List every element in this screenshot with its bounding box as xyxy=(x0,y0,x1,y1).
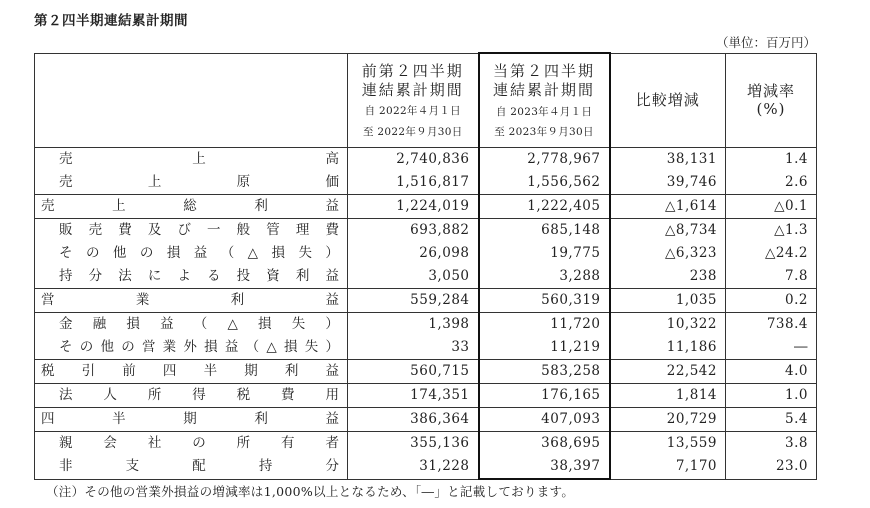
label-char: 支 xyxy=(125,458,140,475)
label-char: 期 xyxy=(183,411,197,427)
label-char: 利 xyxy=(295,268,310,284)
label-char: 営 xyxy=(41,292,55,308)
table-row xyxy=(35,336,817,360)
header-curr-period xyxy=(479,53,610,148)
label-char: ） xyxy=(325,245,339,261)
label-char: 上 xyxy=(192,151,206,167)
income-statement-table xyxy=(34,52,817,480)
rate-value: 23.0 xyxy=(726,455,817,479)
label-char: 所 xyxy=(236,435,251,451)
rate-value: 2.6 xyxy=(726,171,817,195)
footnote: （注）その他の営業外損益の増減率は1,000%以上となるため、「―」と記載しております。 xyxy=(46,484,575,499)
row-label xyxy=(35,289,348,313)
label-char: 及 xyxy=(147,222,162,238)
row-label xyxy=(35,408,348,432)
label-char: 得 xyxy=(192,387,206,403)
label-char: 費 xyxy=(325,222,339,238)
label-char: 四 xyxy=(41,411,55,427)
prev-value: 26,098 xyxy=(348,242,479,265)
curr-value: 685,148 xyxy=(479,219,610,243)
rate-value: 3.8 xyxy=(726,432,817,456)
curr-value: 1,556,562 xyxy=(479,171,610,195)
label-char: 損 xyxy=(126,316,140,332)
label-char: び xyxy=(177,222,191,238)
label-char: 営 xyxy=(141,339,156,355)
rate-value: 0.2 xyxy=(726,289,817,313)
label-char: 売 xyxy=(41,198,55,214)
header-rate-line1: 増減率 xyxy=(746,81,795,100)
change-value: 1,035 xyxy=(610,289,726,313)
label-char: 半 xyxy=(203,363,218,379)
label-char: 半 xyxy=(112,411,126,427)
change-value: △1,614 xyxy=(610,195,726,219)
prev-value: 1,516,817 xyxy=(348,171,479,195)
rate-value: 1.0 xyxy=(726,384,817,408)
label-char: （ xyxy=(220,245,235,261)
section-title: 第２四半期連結累計期間 xyxy=(34,13,188,29)
prev-value: 174,351 xyxy=(348,384,479,408)
curr-value: 1,222,405 xyxy=(479,195,610,219)
label-char: 所 xyxy=(147,387,162,403)
label-char: 税 xyxy=(41,363,55,379)
label-char: 分 xyxy=(88,268,103,284)
label-char: 外 xyxy=(183,339,197,355)
rate-value: △24.2 xyxy=(726,242,817,265)
label-char: 利 xyxy=(254,411,268,427)
prev-value: 31,228 xyxy=(348,455,479,479)
label-char: △ xyxy=(266,339,277,355)
prev-value: 2,740,836 xyxy=(348,148,479,172)
table-row xyxy=(35,242,817,265)
prev-value: 560,715 xyxy=(348,360,479,384)
change-value: 11,186 xyxy=(610,336,726,360)
table-row xyxy=(35,148,817,172)
label-char: 般 xyxy=(236,222,251,238)
table-row xyxy=(35,195,817,219)
label-char: ） xyxy=(325,316,339,332)
change-value: 20,729 xyxy=(610,408,726,432)
prev-value: 693,882 xyxy=(348,219,479,243)
header-prev-line2: 連結累計期間 xyxy=(361,80,464,99)
prev-value: 3,050 xyxy=(348,265,479,289)
curr-value: 583,258 xyxy=(479,360,610,384)
label-char: 資 xyxy=(266,268,280,284)
label-char: 利 xyxy=(284,363,299,379)
label-char: 融 xyxy=(92,316,107,332)
row-label xyxy=(35,195,348,219)
label-char: 価 xyxy=(325,174,339,190)
label-char: そ xyxy=(59,339,73,355)
label-char: 前 xyxy=(122,363,136,379)
label-char: 損 xyxy=(166,245,181,261)
label-char: の xyxy=(192,435,206,451)
prev-value: 1,398 xyxy=(348,313,479,337)
rate-value: ― xyxy=(726,336,817,360)
table-row xyxy=(35,171,817,195)
curr-value: 560,319 xyxy=(479,289,610,313)
label-char: 失 xyxy=(291,316,306,332)
row-label xyxy=(35,265,348,289)
label-char: 有 xyxy=(281,435,295,451)
label-char: 期 xyxy=(244,363,258,379)
rate-value: △0.1 xyxy=(726,195,817,219)
label-char: 益 xyxy=(325,292,339,308)
label-char: 損 xyxy=(283,339,298,355)
label-char: 総 xyxy=(183,198,197,214)
label-char: 損 xyxy=(258,316,272,332)
label-char: 高 xyxy=(325,151,339,167)
label-char: そ xyxy=(59,245,73,261)
change-value: 22,542 xyxy=(610,360,726,384)
row-label xyxy=(35,384,348,408)
header-prev-line1: 前第２四半期 xyxy=(361,61,464,80)
label-char: よ xyxy=(177,268,191,284)
curr-value: 11,720 xyxy=(479,313,610,337)
label-char: 理 xyxy=(295,222,310,238)
header-curr-line2: 連結累計期間 xyxy=(492,80,595,99)
label-char: 業 xyxy=(135,292,150,308)
change-value: 39,746 xyxy=(610,171,726,195)
label-char: 法 xyxy=(59,387,73,403)
label-char: ） xyxy=(325,339,339,355)
rate-value: 5.4 xyxy=(726,408,817,432)
label-char: 引 xyxy=(81,363,96,379)
table-row xyxy=(35,408,817,432)
curr-value: 2,778,967 xyxy=(479,148,610,172)
row-label xyxy=(35,242,348,265)
change-value: 238 xyxy=(610,265,726,289)
rate-value: △1.3 xyxy=(726,219,817,243)
rate-value: 738.4 xyxy=(726,313,817,337)
table-row xyxy=(35,360,817,384)
label-char: 金 xyxy=(59,316,73,332)
change-value: 10,322 xyxy=(610,313,726,337)
label-char: の xyxy=(79,339,94,355)
curr-value: 19,775 xyxy=(479,242,610,265)
label-char: 配 xyxy=(192,458,206,475)
label-char: 失 xyxy=(304,339,319,355)
row-label xyxy=(35,432,348,456)
header-prev-to: 至 2022年９月30日 xyxy=(362,125,463,138)
prev-value: 355,136 xyxy=(348,432,479,456)
label-char: の xyxy=(85,245,100,261)
label-char: 税 xyxy=(236,387,251,403)
label-char: △ xyxy=(247,245,259,261)
label-char: 益 xyxy=(224,339,239,355)
header-change-label: 比較増減 xyxy=(635,90,700,109)
label-char: 損 xyxy=(271,245,286,261)
label-char: 法 xyxy=(118,268,132,284)
label-char: △ xyxy=(227,316,238,332)
label-char: 原 xyxy=(236,174,251,190)
label-char: 益 xyxy=(325,198,339,214)
label-char: （ xyxy=(245,339,260,355)
curr-value: 11,219 xyxy=(479,336,610,360)
table-row xyxy=(35,455,817,479)
label-char: 利 xyxy=(230,292,245,308)
label-char: の xyxy=(139,245,154,261)
label-char: 費 xyxy=(281,387,295,403)
label-char: 益 xyxy=(325,363,339,379)
table-row xyxy=(35,265,817,289)
label-char: 者 xyxy=(325,435,339,451)
label-char: 四 xyxy=(162,363,177,379)
label-char: 益 xyxy=(160,316,174,332)
label-char: 売 xyxy=(59,151,73,167)
row-label xyxy=(35,360,348,384)
label-char: る xyxy=(207,268,221,284)
label-char: 親 xyxy=(59,435,73,451)
label-char: 持 xyxy=(59,268,73,284)
label-char: 投 xyxy=(236,268,251,284)
label-char: （ xyxy=(193,316,208,332)
curr-value: 38,397 xyxy=(479,455,610,479)
label-char: 人 xyxy=(103,387,117,403)
label-char: に xyxy=(147,268,162,284)
curr-value: 407,093 xyxy=(479,408,610,432)
row-label xyxy=(35,313,348,337)
curr-value: 368,695 xyxy=(479,432,610,456)
header-rate-line2: (%) xyxy=(756,100,786,119)
curr-value: 3,288 xyxy=(479,265,610,289)
label-char: 他 xyxy=(100,339,114,355)
row-label xyxy=(35,336,348,360)
header-prev-from: 自 2022年４月１日 xyxy=(364,105,461,118)
header-blank xyxy=(35,53,348,148)
label-char: 売 xyxy=(59,174,73,190)
label-char: 販 xyxy=(59,222,73,238)
header-prev-period xyxy=(348,53,479,148)
label-char: 益 xyxy=(193,245,208,261)
label-char: 一 xyxy=(207,222,221,238)
table-header-row xyxy=(35,53,817,148)
label-char: 損 xyxy=(204,339,218,355)
label-char: 社 xyxy=(147,435,162,451)
rate-value: 1.4 xyxy=(726,148,817,172)
curr-value: 176,165 xyxy=(479,384,610,408)
label-char: 非 xyxy=(59,458,73,475)
label-char: 失 xyxy=(298,245,312,261)
label-char: 益 xyxy=(325,411,339,427)
label-char: 用 xyxy=(325,387,339,403)
header-curr-line1: 当第２四半期 xyxy=(492,62,595,81)
label-char: 他 xyxy=(112,245,127,261)
label-char: 売 xyxy=(88,222,103,238)
header-curr-from: 自 2023年４月１日 xyxy=(495,105,593,118)
label-char: 上 xyxy=(147,174,162,190)
label-char: 上 xyxy=(112,198,126,214)
row-label xyxy=(35,219,348,243)
label-char: 利 xyxy=(254,198,268,214)
change-value: 7,170 xyxy=(610,455,726,479)
change-value: △6,323 xyxy=(610,242,726,265)
label-char: 管 xyxy=(266,222,280,238)
header-change xyxy=(610,53,726,148)
label-char: 分 xyxy=(325,458,339,475)
unit-label: （単位：百万円） xyxy=(715,35,816,50)
prev-value: 559,284 xyxy=(348,289,479,313)
label-char: の xyxy=(121,339,135,355)
row-label xyxy=(35,148,348,172)
table-row xyxy=(35,219,817,243)
change-value: 38,131 xyxy=(610,148,726,172)
label-char: 費 xyxy=(118,222,132,238)
label-char: 会 xyxy=(103,435,117,451)
prev-value: 33 xyxy=(348,336,479,360)
label-char: 業 xyxy=(162,339,177,355)
row-label xyxy=(35,455,348,479)
change-value: 13,559 xyxy=(610,432,726,456)
label-char: 持 xyxy=(258,458,273,475)
table-row xyxy=(35,384,817,408)
table-row xyxy=(35,289,817,313)
rate-value: 7.8 xyxy=(726,265,817,289)
table-row xyxy=(35,313,817,337)
row-label xyxy=(35,171,348,195)
prev-value: 1,224,019 xyxy=(348,195,479,219)
table-row xyxy=(35,432,817,456)
change-value: 1,814 xyxy=(610,384,726,408)
prev-value: 386,364 xyxy=(348,408,479,432)
header-curr-to: 至 2023年９月30日 xyxy=(494,125,594,138)
header-rate xyxy=(726,53,817,148)
change-value: △8,734 xyxy=(610,219,726,243)
label-char: 益 xyxy=(325,268,339,284)
rate-value: 4.0 xyxy=(726,360,817,384)
